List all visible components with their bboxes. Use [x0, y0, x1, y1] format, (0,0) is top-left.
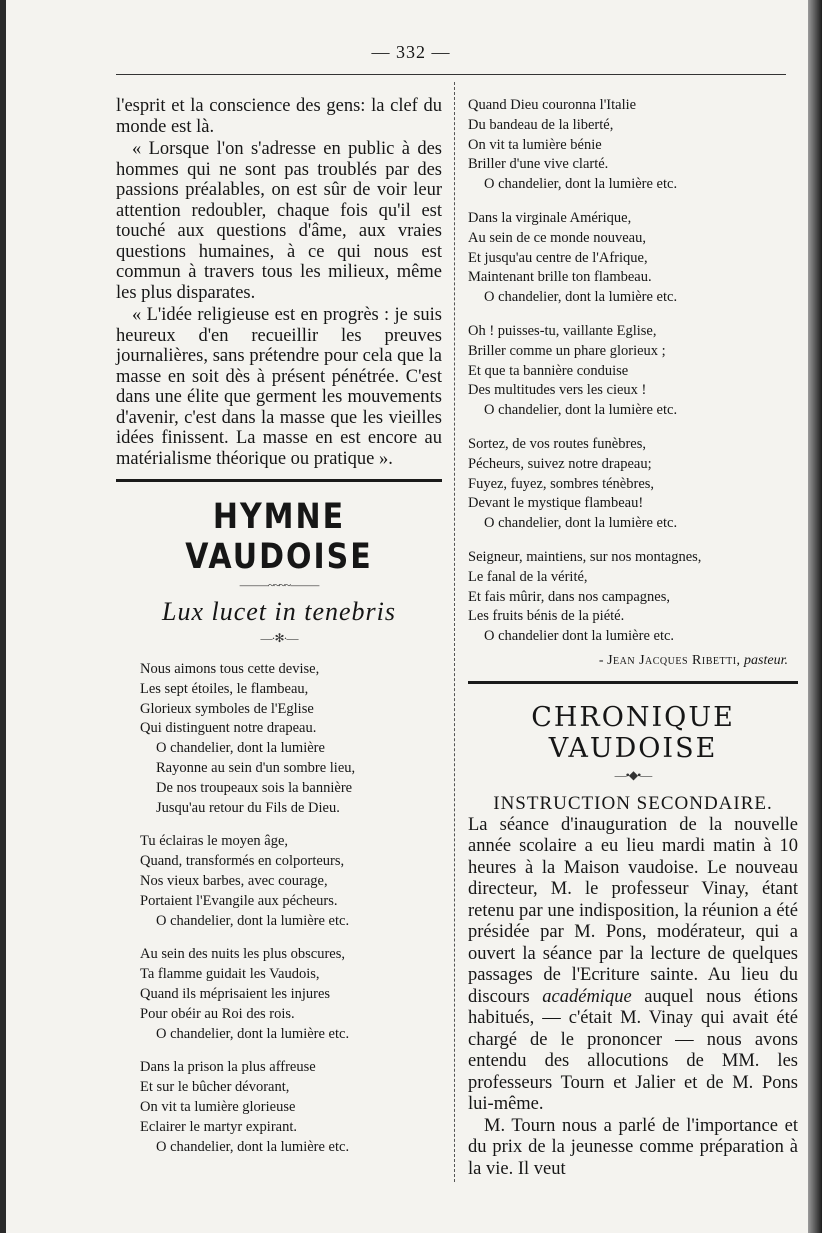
page-number: — 332 — [371, 42, 451, 62]
verse-line: Quand, transformés en colporteurs, [140, 853, 345, 870]
verse-line: Quand ils méprisaient les injures [140, 985, 331, 1002]
chronicle-body [468, 815, 798, 1181]
stanza [140, 1058, 442, 1157]
page-edge-shadow-left [0, 0, 6, 1233]
verse-line: Nos vieux barbes, avec courage, [140, 872, 328, 889]
verse-line: Tu éclairas le moyen âge, [140, 833, 289, 850]
hymn-signature [468, 653, 798, 669]
verse-line: Pour obéir au Roi des rois. [140, 1005, 295, 1022]
verse-line: Glorieux symboles de l'Eglise [140, 700, 314, 717]
page-edge-shadow-right [808, 0, 822, 1233]
column-divider [454, 82, 455, 1182]
refrain-line: O chandelier, dont la lumière etc. [484, 402, 678, 419]
refrain-line: O chandelier, dont la lumière [156, 740, 325, 757]
refrain-line: O chandelier, dont la lumière etc. [156, 912, 350, 929]
refrain-line: Rayonne au sein d'un sombre lieu, [156, 759, 356, 776]
stanza [140, 660, 442, 818]
chronicle-paragraph [468, 815, 798, 1116]
section-rule [468, 681, 798, 684]
verse-line: Et fais mûrir, dans nos campagnes, [468, 588, 670, 605]
verse-line: Du bandeau de la liberté, [468, 116, 614, 133]
verse-line: Ta flamme guidait les Vaudois, [140, 966, 320, 983]
signature-dash: - [598, 652, 604, 668]
verse-line: Sortez, de vos routes funèbres, [468, 435, 646, 452]
refrain-line: O chandelier, dont la lumière etc. [156, 1025, 350, 1042]
article-continuation [116, 96, 442, 469]
paragraph-italic-word: académique [542, 986, 632, 1007]
verse-line: Eclairer le martyr expirant. [140, 1118, 298, 1135]
verse-line: Seigneur, maintiens, sur nos montagnes, [468, 548, 702, 565]
verse-line: On vit ta lumière bénie [468, 136, 602, 153]
stanza [468, 322, 798, 421]
verse-line: Les sept étoiles, le flambeau, [140, 680, 309, 697]
hymn-subtitle: Lux lucet in tenebris [161, 597, 396, 626]
prose-paragraph: « Lorsque l'on s'adresse en public à des hommes qui ne sont pas troublés par des passions préalables, on est sûr de voir leur attention redoubler, chaque fois qu'il est touché aux questions d'âme, aux vraies questions humaines, à ce qui nous est commun à travers tous les milieux, même les plus disparates. [116, 139, 442, 303]
chronicle-ornament: —•◆•— [614, 767, 652, 782]
hymn-title: HYMNE VAUDOISE [185, 496, 373, 578]
right-column [468, 96, 798, 1180]
verse-line: On vit ta lumière glorieuse [140, 1098, 296, 1115]
refrain-line: O chandelier, dont la lumière etc. [484, 515, 678, 532]
stanza [468, 96, 798, 195]
stanza [468, 209, 798, 308]
verse-line: Devant le mystique flambeau! [468, 495, 644, 512]
signature-role: pasteur. [744, 652, 788, 668]
verse-line: Qui distinguent notre drapeau. [140, 720, 317, 737]
header-rule [116, 74, 786, 75]
stanza [140, 945, 442, 1044]
verse-line: Le fanal de la vérité, [468, 568, 588, 585]
verse-line: Pécheurs, suivez notre drapeau; [468, 455, 652, 472]
paragraph-text: auquel nous étions habitués, — c'était M. Vinay qui avait été chargé de le prononcer — nous avons entendu des allocutions de MM. les professeurs Tourn et Jalier et de M. Pons lui-même. [468, 986, 799, 1115]
verse-line: Des multitudes vers les cieux ! [468, 382, 647, 399]
verse-line: Dans la virginale Amérique, [468, 209, 632, 226]
verse-line: Et sur le bûcher dévorant, [140, 1079, 290, 1096]
subtitle-ornament: —·✻·— [260, 631, 298, 645]
refrain-line: De nos troupeaux sois la bannière [156, 779, 353, 796]
prose-paragraph: l'esprit et la conscience des gens: la clef du monde est là. [116, 96, 442, 137]
verse-line: Briller comme un phare glorieux ; [468, 342, 666, 359]
chronicle-title: CHRONIQUE VAUDOISE [531, 701, 735, 764]
verse-line: Briller d'une vive clarté. [468, 156, 609, 173]
section-rule [116, 479, 442, 482]
section-heading: INSTRUCTION SECONDAIRE. [493, 792, 773, 814]
verse-line: Portaient l'Evangile aux pécheurs. [140, 892, 338, 909]
stanza [140, 832, 442, 931]
verse-line: Au sein des nuits les plus obscures, [140, 946, 345, 963]
verse-line: Les fruits bénis de la piété. [468, 608, 625, 625]
verse-line: Oh ! puisses-tu, vaillante Eglise, [468, 322, 657, 339]
verse-line: Dans la prison la plus affreuse [140, 1059, 316, 1076]
verse-line: Quand Dieu couronna l'Italie [468, 97, 637, 113]
hymn-verses-right [468, 96, 798, 647]
hymn-verses-left [140, 660, 442, 1157]
chronicle-paragraph: M. Tourn nous a parlé de l'importance et du prix de la jeunesse comme préparation à la vie. Il veut [468, 1115, 798, 1179]
title-ornament: ⸻~~~~⸻ [239, 578, 319, 592]
refrain-line: O chandelier, dont la lumière etc. [156, 1138, 350, 1155]
verse-line: Et jusqu'au centre de l'Afrique, [468, 249, 648, 266]
stanza [468, 435, 798, 534]
refrain-line: Jusqu'au retour du Fils de Dieu. [156, 799, 340, 816]
refrain-line: O chandelier, dont la lumière etc. [484, 176, 678, 193]
prose-paragraph: « L'idée religieuse est en progrès : je suis heureux d'en recueillir les preuves journalières, sans prétendre pour cela que la masse en soit dès à présent pénétrée. C'est dans une élite que germent les mouvements d'avenir, c'est dans la masse que les vieilles idées finissent. La masse en est encore au matérialisme théorique ou pratique ». [116, 305, 442, 469]
verse-line: Maintenant brille ton flambeau. [468, 269, 652, 286]
verse-line: Au sein de ce monde nouveau, [468, 229, 646, 246]
left-column [116, 96, 442, 1171]
refrain-line: O chandelier dont la lumière etc. [484, 628, 675, 645]
verse-line: Fuyez, fuyez, sombres ténèbres, [468, 475, 655, 492]
signature-author: Jean Jacques Ribetti, [607, 652, 741, 668]
stanza [468, 548, 798, 647]
verse-line: Et que ta bannière conduise [468, 362, 629, 379]
verse-line: Nous aimons tous cette devise, [140, 661, 320, 677]
paragraph-text: La séance d'inauguration de la nouvelle année scolaire a eu lieu mardi matin à 10 heures à la Maison vaudoise. Le nouveau directeur, M. le professeur Vinay, étant retenu par une indisposition, la réunion a été présidée par M. Pons, modérateur, qui a ouvert la séance par la lecture de quelques passages de l'Ecriture sainte. Au lieu du discours [468, 814, 798, 1007]
refrain-line: O chandelier, dont la lumière etc. [484, 289, 678, 306]
